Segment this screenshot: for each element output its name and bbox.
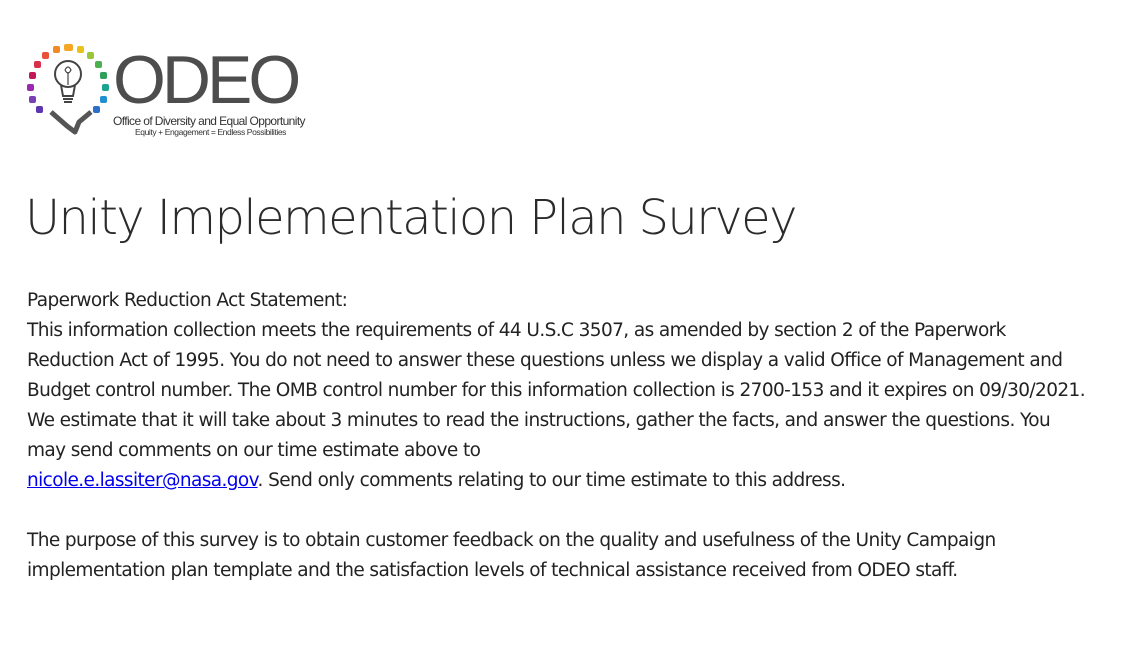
lightbulb-logo-icon [27, 42, 111, 142]
logo-tagline: Equity + Engagement = Endless Possibilities [135, 127, 287, 137]
pra-heading: Paperwork Reduction Act Statement: [27, 290, 348, 311]
pra-body: This information collection meets the requirements of 44 U.S.C 3507, as amended by section 2 of the Paperwork Reduction Act of 1995. You do not need to answer these questions unless we display a valid Office of Management and Budget control number. The OMB control number for this information collection is 2700-153 and it expires on 09/30/2021. We estimate that it will take about 3 minutes to read the instructions, gather the facts, and answer the questions. You may send comments on our time estimate above to [27, 320, 1086, 461]
pra-statement [27, 316, 1087, 496]
page-title: Unity Implementation Plan Survey [25, 190, 796, 246]
logo-text [113, 42, 305, 137]
paragraph-spacer [27, 496, 1087, 526]
email-link[interactable]: nicole.e.lassiter@nasa.gov [27, 470, 258, 491]
purpose-text: The purpose of this survey is to obtain customer feedback on the quality and usefulness of the Unity Campaign implementation plan template and the satisfaction levels of technical assistance received from ODEO staff. [27, 530, 996, 581]
logo-subtitle: Office of Diversity and Equal Opportunity [113, 114, 305, 128]
logo-wordmark: ODEO [113, 42, 298, 118]
survey-description [27, 286, 1087, 586]
odeo-logo [27, 42, 1087, 142]
survey-page [27, 42, 1087, 586]
pra-body-end: . Send only comments relating to our time estimate to this address. [257, 470, 846, 491]
